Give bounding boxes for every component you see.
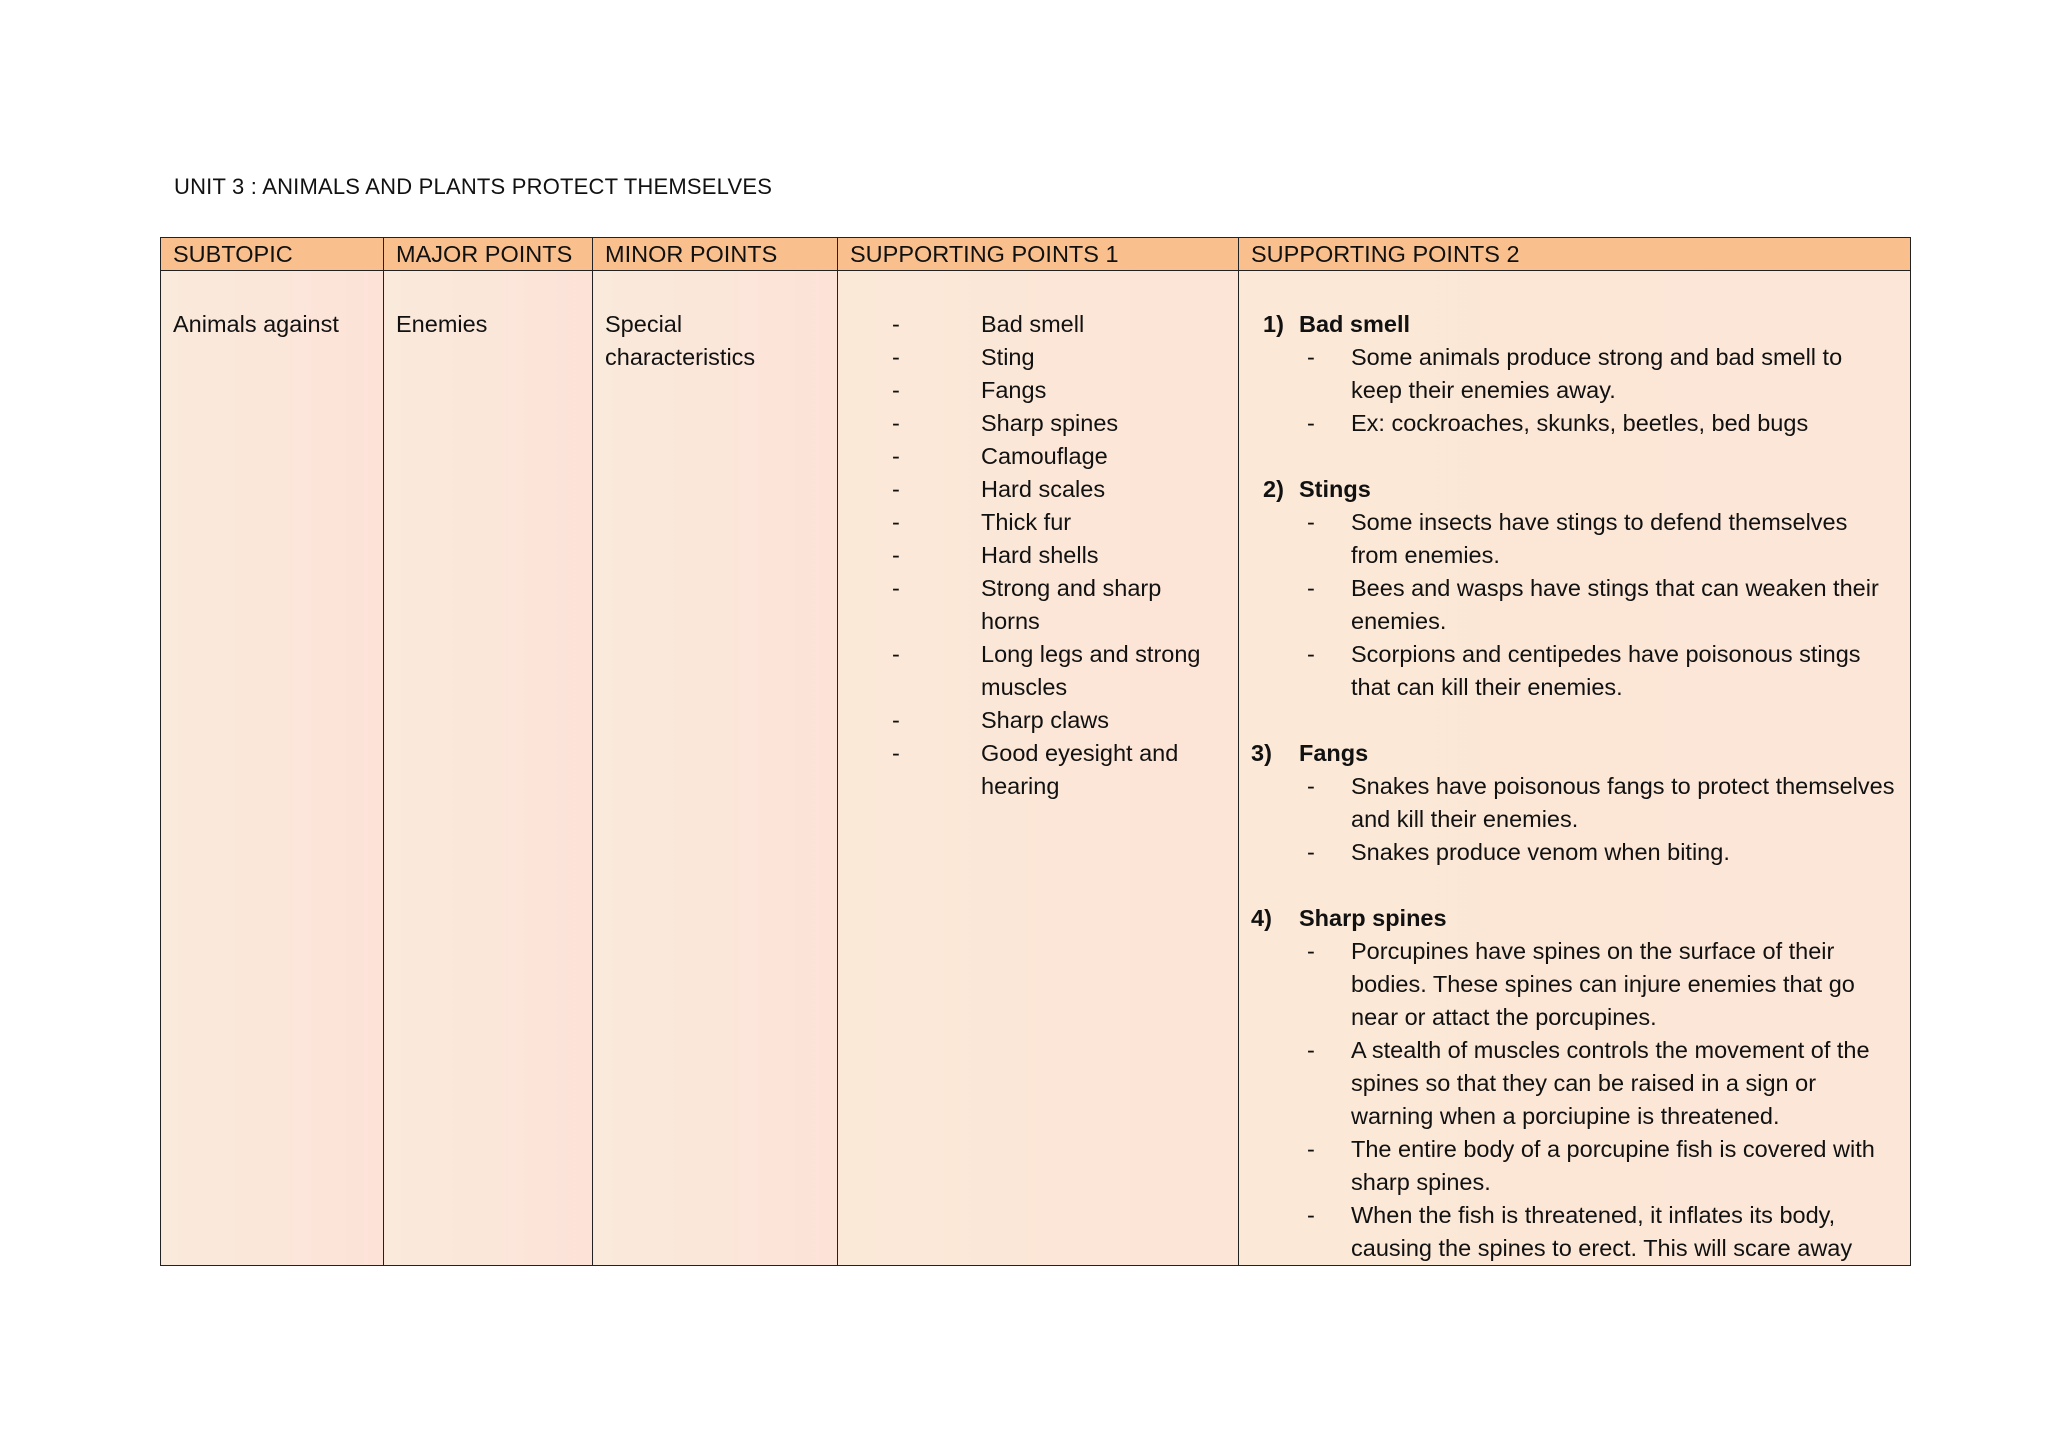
list-item: - Good eyesight and hearing [892,737,1226,803]
header-subtopic: SUBTOPIC [161,238,384,271]
section-title: Bad smell [1299,311,1411,337]
section-points [1307,341,1898,440]
cell-supporting-points-2 [1239,271,1911,1266]
list-item: - Some insects have stings to defend themselves from enemies. [1307,506,1898,572]
notes-table [160,237,1911,1266]
list-item: - Long legs and strong muscles [892,638,1226,704]
list-item: - Sharp claws [892,704,1226,737]
list-item: - Hard scales [892,473,1226,506]
table-header-row [161,238,1911,271]
section-sharp-spines [1251,902,1898,1265]
section-heading [1251,737,1898,770]
list-item: - Thick fur [892,506,1226,539]
cell-minor-points [593,271,838,1266]
section-stings [1251,473,1898,704]
list-item: - Fangs [892,374,1226,407]
section-number: 4) [1251,905,1272,931]
header-supporting-points-2: SUPPORTING POINTS 2 [1239,238,1911,271]
section-number: 3) [1251,740,1272,766]
header-minor-points: MINOR POINTS [593,238,838,271]
list-item: - Sharp spines [892,407,1226,440]
section-heading [1251,902,1898,935]
list-item: - Snakes produce venom when biting. [1307,836,1898,869]
section-points [1307,935,1898,1265]
list-item: - Camouflage [892,440,1226,473]
list-item: - Ex: cockroaches, skunks, beetles, bed bugs [1307,407,1898,440]
document-title: UNIT 3 : ANIMALS AND PLANTS PROTECT THEMSELVES [174,174,773,199]
section-fangs [1251,737,1898,869]
header-major-points: MAJOR POINTS [384,238,593,271]
list-item: - Sting [892,341,1226,374]
major-point-text: Enemies [396,311,488,337]
list-item: - Some animals produce strong and bad smell to keep their enemies away. [1307,341,1898,407]
list-item: - Hard shells [892,539,1226,572]
list-item: - Strong and sharp horns [892,572,1226,638]
list-item: - Snakes have poisonous fangs to protect themselves and kill their enemies. [1307,770,1898,836]
list-item: - A stealth of muscles controls the movement of the spines so that they can be raised in a sign or warning when a porciupine is threatened. [1307,1034,1898,1133]
list-item: - Bad smell [892,308,1226,341]
supporting-points-1-list [892,308,1226,803]
section-points [1307,506,1898,704]
subtopic-text: Animals against [173,311,339,337]
section-title: Sharp spines [1299,905,1447,931]
minor-point-text: Special characteristics [605,311,756,370]
header-supporting-points-1: SUPPORTING POINTS 1 [838,238,1239,271]
section-title: Fangs [1299,740,1369,766]
section-title: Stings [1299,476,1371,502]
section-number: 2) [1263,476,1284,502]
table-row [161,271,1911,1266]
list-item: - The entire body of a porcupine fish is covered with sharp spines. [1307,1133,1898,1199]
list-item: - Bees and wasps have stings that can weaken their enemies. [1307,572,1898,638]
list-item: - When the fish is threatened, it inflates its body, causing the spines to erect. This will scare away [1307,1199,1898,1265]
list-item: - Scorpions and centipedes have poisonous stings that can kill their enemies. [1307,638,1898,704]
section-heading [1251,473,1898,506]
cell-subtopic [161,271,384,1266]
cell-major-points [384,271,593,1266]
section-points [1307,770,1898,869]
cell-supporting-points-1 [838,271,1239,1266]
section-number: 1) [1263,311,1284,337]
section-bad-smell [1251,308,1898,440]
section-heading [1251,308,1898,341]
list-item: - Porcupines have spines on the surface of their bodies. These spines can injure enemies that go near or attact the porcupines. [1307,935,1898,1034]
